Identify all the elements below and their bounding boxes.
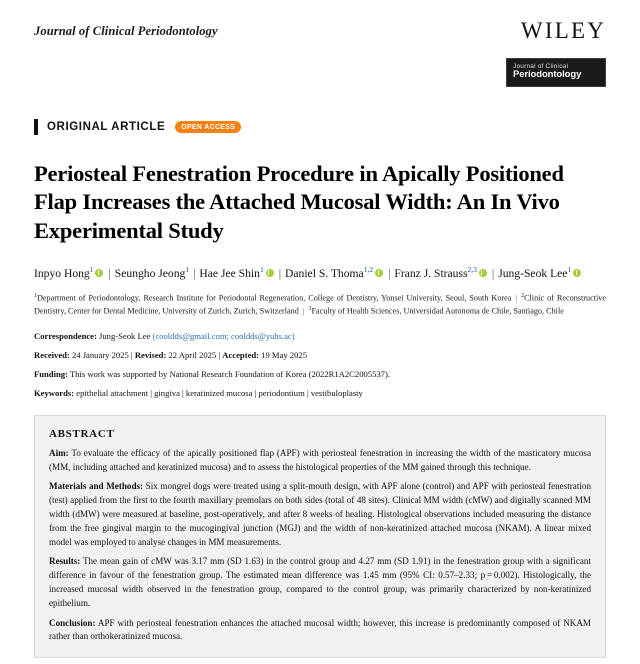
abstract-section-aim (49, 447, 591, 475)
affiliation-separator: | (302, 306, 305, 316)
revised-label: Revised: (134, 349, 167, 360)
accepted-label: Accepted: (222, 349, 260, 360)
type-bar-decoration (34, 119, 38, 135)
date-separator: | (218, 349, 221, 360)
affiliation-marker: 1 (34, 293, 37, 300)
author-entry (498, 267, 582, 280)
received-date: 24 January 2025 (71, 349, 129, 360)
orcid-icon[interactable] (479, 269, 487, 277)
journal-badge-line2: Periodontology (513, 69, 582, 81)
orcid-icon[interactable] (375, 269, 383, 277)
accepted-date: 19 May 2025 (261, 349, 308, 360)
abstract-section-conclusion (49, 617, 591, 645)
abstract-section-results (49, 555, 591, 610)
affiliation-text: Faculty of Health Sciences, Universidad Autonoma de Chile, Santiago, Chile (311, 306, 564, 316)
affiliation-marker: 2 (521, 293, 525, 300)
author-name: Inpyo Hong (34, 266, 90, 280)
author-affiliation-marker: 1 (259, 265, 264, 275)
abstract-section-text: To evaluate the efficacy of the apically positioned flap (APF) with periosteal fenestration in increasing the width of the masticatory mucosa (MM, including attached and keratinized mucosa) and to assess the histological properties of the MM gained through this technique. (49, 447, 591, 472)
date-separator: | (130, 349, 133, 360)
correspondence-label: Correspondence: (34, 331, 97, 342)
abstract-section-label: Aim: (49, 447, 69, 458)
orcid-icon[interactable] (573, 269, 581, 277)
author-affiliation-marker: 1,2 (363, 265, 374, 275)
keywords-label: Keywords: (34, 387, 75, 398)
revised-date: 22 April 2025 (168, 349, 217, 360)
author-separator: | (278, 266, 282, 280)
abstract-box (34, 415, 606, 659)
author-separator: | (388, 266, 391, 280)
affiliation-text: Clinic of Reconstructive Dentistry, Center for Dental Medicine, University of Zurich, Zurich, Switzerland (34, 294, 606, 316)
author-separator: | (108, 266, 111, 280)
author-entry (34, 267, 104, 280)
article-type-row (34, 118, 606, 136)
author-list (34, 264, 606, 282)
author-separator: | (193, 266, 196, 280)
author-entry (285, 267, 384, 280)
funding-text: This work was supported by National Research Foundation of Korea (2022R1A2C2005537). (69, 368, 390, 379)
correspondence-row (34, 330, 606, 344)
article-type-label: ORIGINAL ARTICLE (47, 121, 166, 133)
correspondence-name: Jung-Seok Lee (99, 331, 151, 342)
abstract-section-label: Conclusion: (49, 617, 96, 628)
masthead (34, 0, 606, 96)
author-entry (394, 267, 487, 280)
journal-name: Journal of Clinical Periodontology (34, 24, 218, 38)
affiliation-list (34, 292, 606, 318)
received-label: Received: (34, 349, 70, 360)
author-affiliation-marker: 2,3 (467, 265, 477, 275)
affiliation-text: Department of Periodontology, Research Institute for Periodontal Regeneration, College of Dentistry, Yonsei University, Seoul, South Korea (37, 294, 512, 304)
orcid-icon[interactable] (95, 269, 103, 277)
journal-badge-line1: Journal of Clinical (513, 63, 569, 70)
dates-row (34, 349, 606, 363)
author-name: Seungho Jeong (114, 266, 186, 280)
abstract-section-methods (49, 480, 591, 549)
author-affiliation-marker: 1 (185, 265, 190, 275)
wiley-logo: WILEY (520, 18, 606, 43)
author-affiliation-marker: 1 (89, 265, 94, 275)
abstract-section-label: Results: (49, 556, 81, 567)
abstract-section-label: Materials and Methods: (49, 481, 144, 492)
abstract-section-text: APF with periosteal fenestration enhances the attached mucosal width; however, this increase is predominantly composed of NKAM rather than orthokeratinized mucosa. (49, 617, 591, 642)
abstract-section-text: The mean gain of cMW was 3.17 mm (SD 1.63) in the control group and 4.27 mm (SD 1.91) in the fenestration group with a significant difference in favour of the fenestration group. The estimated mean difference was 1.45 mm (95% CI: 0.57–2.33; p = 0.002). Histologically, the increased mucosal width observed in the fenestration group, compared to the control group, was primarily characterized by non-keratinized epithelium. (49, 556, 591, 608)
author-name: Daniel S. Thoma (285, 266, 364, 280)
abstract-heading: ABSTRACT (49, 427, 115, 440)
page-title: Periosteal Fenestration Procedure in Apically Positioned Flap Increases the Attached Mucosal Width: An In Vivo Experimental Study (34, 161, 564, 243)
journal-cover-badge (506, 58, 606, 87)
funding-row (34, 368, 606, 382)
affiliation-marker: 3 (308, 306, 312, 313)
article-meta (34, 330, 606, 401)
author-name: Franz J. Strauss (394, 266, 468, 280)
keywords-row (34, 387, 606, 401)
author-name: Hae Jee Shin (199, 266, 260, 280)
author-separator: | (491, 266, 495, 280)
open-access-badge: OPEN ACCESS (175, 121, 241, 133)
abstract-section-text: Six mongrel dogs were treated using a split-mouth design, with APF alone (control) and APF with periosteal fenestration (test) applied from the first to the fourth maxillary premolars on both sides (total of 48 sites). Clinical MM width (cMW) and digitally scanned MM width (dMW) were measured at baseline, post-operatively, and after 8 weeks of healing. Histological observations included measuring the distance from the free gingival margin to the mucogingival junction (MGJ) and the width of non-keratinized attached mucosa (NKAM). A linear mixed model was employed to analyse changes in MM measurements. (49, 481, 591, 547)
correspondence-email-link[interactable]: (cooldds@gmail.com; cooldds@yuhs.ac) (152, 331, 295, 342)
author-name: Jung-Seok Lee (498, 266, 568, 280)
affiliation-separator: | (515, 294, 518, 304)
orcid-icon[interactable] (266, 269, 274, 277)
funding-label: Funding: (34, 368, 68, 379)
author-entry (115, 267, 189, 280)
keywords-text: epithelial attachment | gingiva | keratinized mucosa | periodontium | vestibuloplasty (76, 387, 363, 398)
author-entry (199, 267, 274, 280)
author-affiliation-marker: 1 (567, 265, 572, 275)
